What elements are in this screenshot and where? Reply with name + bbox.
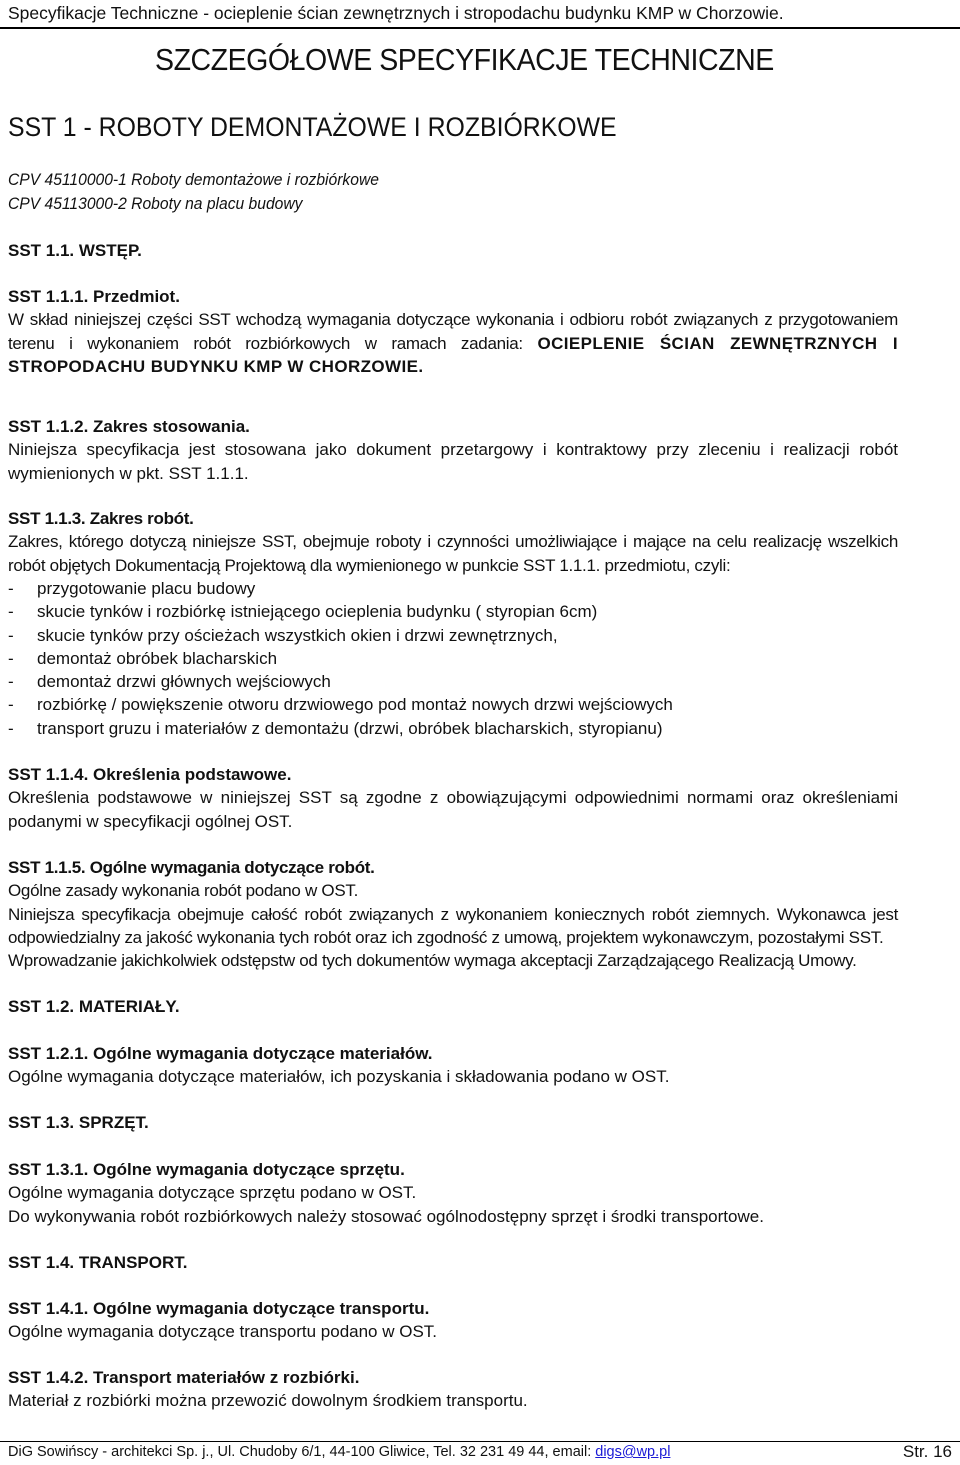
list-item: - transport gruzu i materiałów z demontażu (drzwi, obróbek blacharskich, styropianu): [8, 717, 898, 740]
paragraph-line: Do wykonywania robót rozbiórkowych należy stosować ogólnodostępny sprzęt i środki transportowe.: [8, 1206, 764, 1226]
list-dash: -: [8, 695, 14, 715]
page-number: Str. 16: [902, 1442, 952, 1461]
works-list: [8, 577, 898, 740]
list-dash: -: [8, 602, 14, 622]
heading-wymagania-materialow: SST 1.2.1. Ogólne wymagania dotyczące materiałów.: [8, 1044, 433, 1063]
list-item: - rozbiórkę / powiększenie otworu drzwiowego pod montaż nowych drzwi wejściowych: [8, 693, 898, 716]
list-item: - demontaż obróbek blacharskich: [8, 647, 898, 670]
list-dash: -: [8, 579, 14, 598]
footer-company: DiG Sowińscy - architekci Sp. j., Ul. Chudoby 6/1, 44-100 Gliwice, Tel. 32 231 49 44, email:: [8, 1444, 596, 1460]
paragraph-line: Ogólne zasady wykonania robót podano w OST.: [8, 881, 358, 901]
paragraph-materialy: Ogólne wymagania dotyczące materiałów, ich pozyskania i składowania podano w OST.: [8, 1067, 670, 1087]
list-item: - przygotowanie placu budowy: [8, 577, 898, 600]
heading-materialy: SST 1.2. MATERIAŁY.: [8, 997, 180, 1016]
running-header-title: Specyfikacje Techniczne - ocieplenie ścian zewnętrznych i stropodachu budynku KMP w Chorzowie.: [8, 3, 784, 23]
section-1-1-3: [8, 507, 898, 577]
header-divider: [0, 27, 960, 29]
heading-ogolne-wymagania-robot: SST 1.1.5. Ogólne wymagania dotyczące robót.: [8, 858, 375, 877]
cpv-line: CPV 45113000-2 Roboty na placu budowy: [8, 194, 303, 213]
paragraph-okreslenia: Określenia podstawowe w niniejszej SST są zgodne z obowiązującymi odpowiednimi normami oraz określeniami podanymi w specyfikacji ogólnej OST.: [8, 788, 898, 831]
footer-divider: [0, 1441, 960, 1442]
section-1-1-1: [8, 285, 898, 378]
heading-wymagania-transportu: SST 1.4.1. Ogólne wymagania dotyczące transportu.: [8, 1299, 430, 1318]
list-dash: -: [8, 648, 14, 668]
heading-zakres-stosowania: SST 1.1.2. Zakres stosowania.: [8, 417, 250, 436]
heading-transport-rozbiorki: SST 1.4.2. Transport materiałów z rozbiórki.: [8, 1368, 360, 1387]
list-dash: -: [8, 718, 14, 738]
list-item: - demontaż drzwi głównych wejściowych: [8, 670, 898, 693]
list-dash: -: [8, 625, 14, 645]
section-1-4-1: [8, 1297, 898, 1344]
section-1-1-4: [8, 763, 898, 833]
heading-sprzet: SST 1.3. SPRZĘT.: [8, 1113, 149, 1132]
section-1-1-2: [8, 415, 898, 485]
section-1-3-1: [8, 1158, 898, 1228]
heading-wymagania-sprzetu: SST 1.3.1. Ogólne wymagania dotyczące sprzętu.: [8, 1160, 405, 1179]
list-item: - skucie tynków i rozbiórkę istniejącego ocieplenia budynku ( styropian 6cm): [8, 600, 898, 623]
heading-okreslenia: SST 1.1.4. Określenia podstawowe.: [8, 765, 292, 784]
heading-przedmiot: SST 1.1.1. Przedmiot.: [8, 287, 180, 306]
paragraph-line: Niniejsza specyfikacja obejmuje całość robót związanych z wykonaniem koniecznych robót ziemnych. Wykonawca jest odpowiedzialny za jakość wykonania tych robót oraz ich zgodność z umową, projektem wykonawczym, pozostałymi SST.: [8, 904, 898, 947]
paragraph-zakres-stosowania: Niniejsza specyfikacja jest stosowana jako dokument przetargowy i kontraktowy przy zleceniu i realizacji robót wymienionych w pkt. SST 1.1.1.: [8, 440, 898, 483]
task-name: OCIEPLENIE ŚCIAN ZEWNĘTRZNYCH I STROPODACHU BUDYNKU KMP W CHORZOWIE.: [8, 333, 898, 376]
list-dash: -: [8, 672, 14, 692]
paragraph-zakres-robot: Zakres, którego dotyczą niniejsze SST, obejmuje roboty i czynności umożliwiające i mające na celu realizację wszelkich robót objętych Dokumentacją Projektową dla wymienionego w punkcie SST 1.1.1. przedmiotu, czyli:: [8, 532, 898, 575]
section-1-2-1: [8, 1042, 898, 1089]
paragraph-line: Wprowadzanie jakichkolwiek odstępstw od tych dokumentów wymaga akceptacji Zarządzającego Realizacją Umowy.: [8, 951, 857, 971]
heading-zakres-robot: SST 1.1.3. Zakres robót.: [8, 509, 194, 528]
footer-email-link[interactable]: digs@wp.pl: [595, 1444, 671, 1460]
paragraph-line: Ogólne wymagania dotyczące sprzętu podano w OST.: [8, 1183, 417, 1203]
footer-contact: [8, 1444, 670, 1460]
section-title: SST 1 - ROBOTY DEMONTAŻOWE I ROZBIÓRKOWE: [8, 112, 617, 142]
heading-wstep: SST 1.1. WSTĘP.: [8, 241, 142, 260]
heading-transport: SST 1.4. TRANSPORT.: [8, 1253, 188, 1272]
section-1-1-5: [8, 856, 898, 972]
cpv-line: CPV 45110000-1 Roboty demontażowe i rozbiórkowe: [8, 170, 379, 189]
running-header: [0, 0, 960, 27]
main-title: SZCZEGÓŁOWE SPECYFIKACJE TECHNICZNE: [155, 42, 774, 77]
section-1-4-2: [8, 1366, 898, 1413]
paragraph-transport-rozbiorki: Materiał z rozbiórki można przewozić dowolnym środkiem transportu.: [8, 1391, 528, 1411]
list-item: - skucie tynków przy ościeżach wszystkich okien i drzwi zewnętrznych,: [8, 624, 898, 647]
paragraph-przedmiot: [8, 308, 898, 378]
paragraph-text: W skład niniejszej części SST wchodzą wymagania dotyczące wykonania i odbioru robót związanych z przygotowaniem terenu i wykonaniem robót rozbiórkowych w ramach zadania:: [8, 310, 898, 353]
paragraph-transport: Ogólne wymagania dotyczące transportu podano w OST.: [8, 1322, 438, 1342]
